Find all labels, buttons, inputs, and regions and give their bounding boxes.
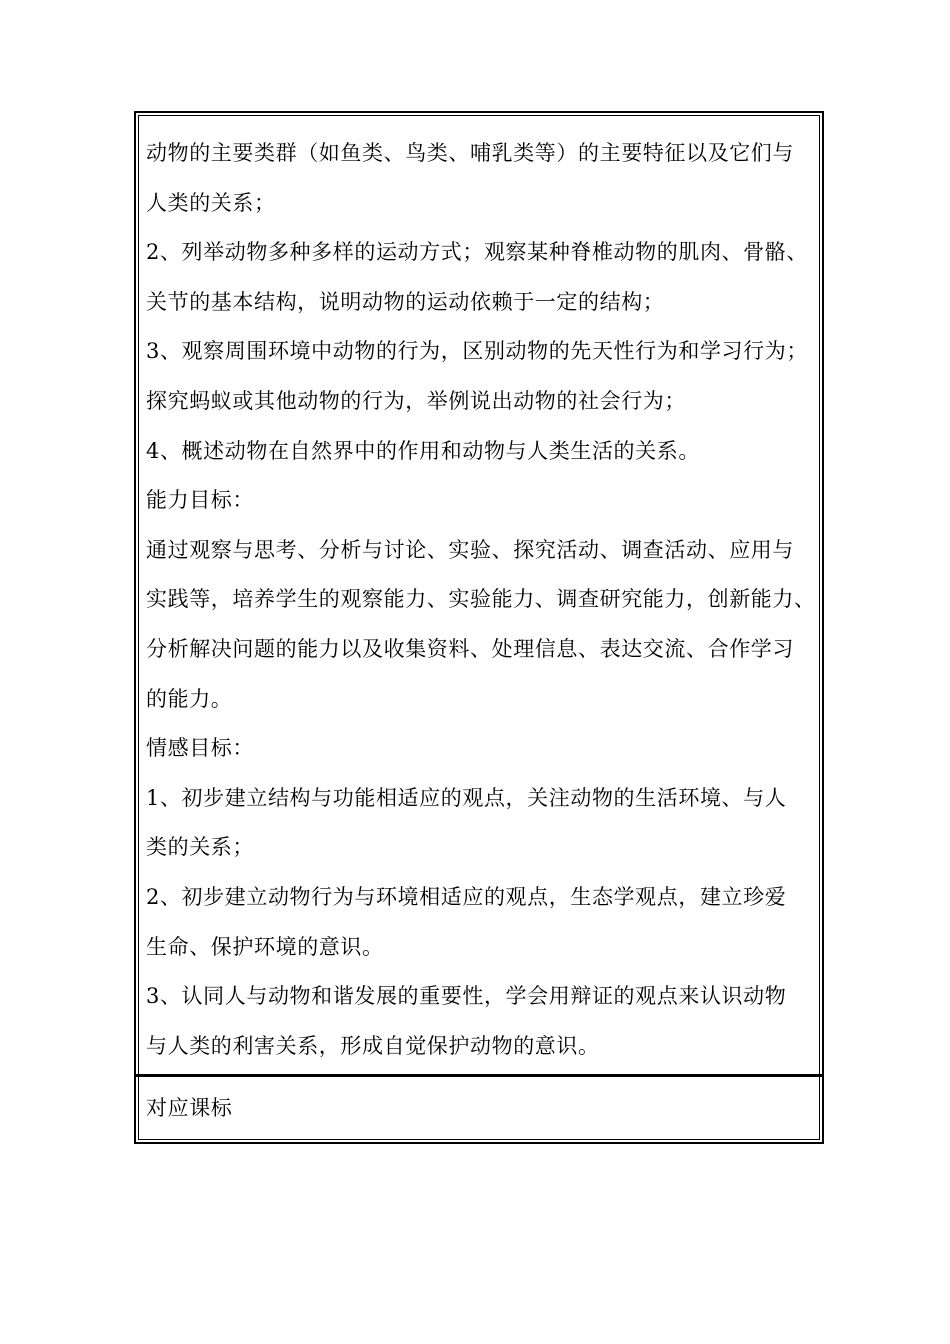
text-line: 类的关系； [146,835,254,860]
curriculum-standard-cell [136,1080,822,1142]
text-line: 2、列举动物多种多样的运动方式；观察某种脊椎动物的肌肉、骨骼、 [146,240,808,265]
text-line: 的能力。 [146,686,233,711]
text-line: 生命、保护环境的意识。 [146,934,384,959]
text-line: 实践等，培养学生的观察能力、实验能力、调查研究能力，创新能力、 [146,587,816,612]
text-line: 动物的主要类群（如鱼类、鸟类、哺乳类等）的主要特征以及它们与 [146,141,794,165]
text-line: 分析解决问题的能力以及收集资料、处理信息、表达交流、合作学习 [146,636,794,661]
text-line: 3、认同人与动物和谐发展的重要性，学会用辩证的观点来认识动物 [146,984,787,1009]
section-heading-emotion: 情感目标： [146,736,254,761]
curriculum-standard-label: 对应课标 [146,1096,233,1120]
document-table [134,111,824,1144]
objectives-text [146,129,814,1071]
text-line: 4、概述动物在自然界中的作用和动物与人类生活的关系。 [146,438,700,463]
text-line: 2、初步建立动物行为与环境相适应的观点，生态学观点，建立珍爱 [146,884,787,909]
text-line: 人类的关系； [146,190,276,215]
objectives-cell [136,113,822,1077]
text-line: 3、观察周围环境中动物的行为，区别动物的先天性行为和学习行为； [146,339,808,364]
text-line: 通过观察与思考、分析与讨论、实验、探究活动、调查活动、应用与 [146,537,794,562]
text-line: 探究蚂蚁或其他动物的行为，举例说出动物的社会行为； [146,388,686,413]
text-line: 关节的基本结构，说明动物的运动依赖于一定的结构； [146,289,665,314]
text-line: 与人类的利害关系，形成自觉保护动物的意识。 [146,1033,600,1058]
section-heading-ability: 能力目标： [146,488,254,513]
text-line: 1、初步建立结构与功能相适应的观点，关注动物的生活环境、与人 [146,785,787,810]
